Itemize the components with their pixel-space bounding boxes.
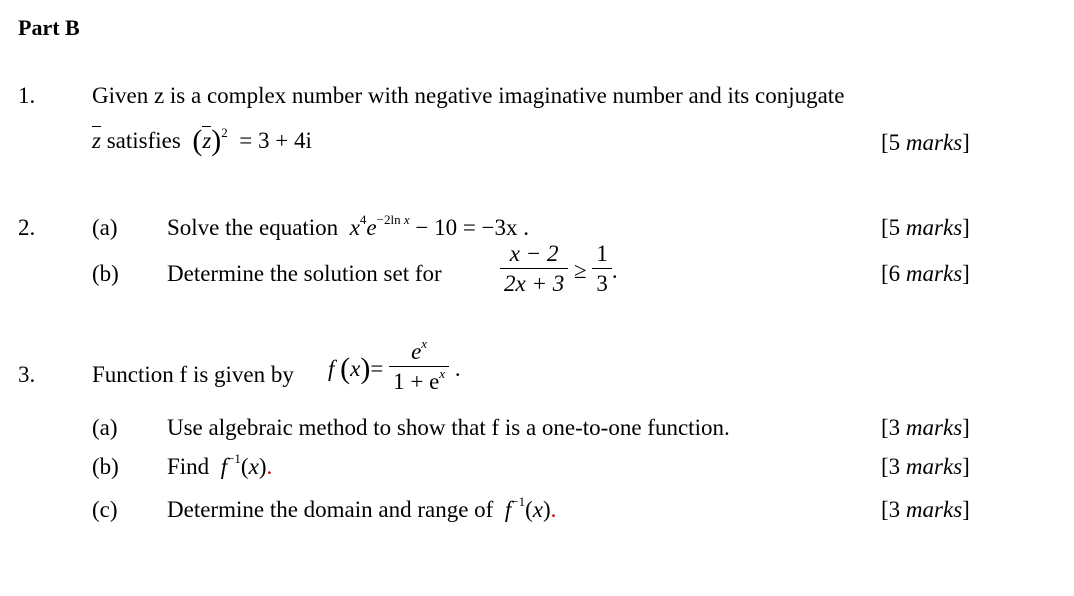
question-3a-text: Use algebraic method to show that f is a one-to-one function. (167, 415, 730, 440)
question-3b-text: Find $f^{-1}(x)$. (167, 451, 273, 479)
question-2b-inequality: $\frac{x - 2}{2x + 3}$ ≥ $\frac{1}{3}$ . (500, 246, 618, 299)
rhs-denominator: 3 (592, 268, 612, 295)
fraction-numerator: x − 2 (509, 241, 559, 266)
z-conjugate: z (92, 128, 101, 153)
question-3c-marks: [3 marks] (881, 497, 970, 522)
question-3c-label: (c) (92, 497, 118, 522)
exp-denominator: 1 + e (393, 369, 440, 394)
satisfies-word: satisfies (106, 128, 181, 153)
question-2-number: 2. (18, 215, 36, 240)
question-2a-prompt: Solve the equation (167, 215, 339, 240)
question-2b-prompt: Determine the solution set for (167, 261, 442, 286)
question-1-number: 1. (18, 83, 36, 108)
question-1-equation: z satisfies $(z)^2 = 3 + 4i$ (92, 124, 312, 157)
fraction-denominator: 2x + 3 (500, 268, 568, 295)
question-3-intro: Function f is given by (92, 362, 294, 387)
question-3c-prompt: Determine the domain and range of (167, 497, 494, 522)
question-1-text: Given z is a complex number with negative imaginative number and its conjugate (92, 83, 845, 108)
question-1-marks: [5 marks] (881, 130, 970, 155)
question-3b-prompt: Find (167, 454, 210, 479)
question-2a-label: (a) (92, 215, 118, 240)
question-2b-marks: [6 marks] (881, 261, 970, 286)
question-3b-marks: [3 marks] (881, 454, 970, 479)
question-2a-expr: − 10 = −3x . (409, 215, 530, 240)
question-3a-label: (a) (92, 415, 118, 440)
question-3a-marks: [3 marks] (881, 415, 970, 440)
question-3-number: 3. (18, 362, 36, 387)
question-2b-label: (b) (92, 261, 119, 286)
question-2a-marks: [5 marks] (881, 215, 970, 240)
equation-rhs: = 3 + 4i (239, 128, 312, 153)
question-3c-text: Determine the domain and range of $f^{-1}(x)$. (167, 494, 557, 522)
exp-numerator: e (411, 339, 422, 364)
question-2a-text: Solve the equation $x^4e^{-2ln x} - 10 = -3x$ . (167, 212, 530, 240)
function-definition: f (x)= $\frac{e^x}{1 + e^x}$ . (328, 336, 461, 394)
inequality-sign: ≥ (573, 257, 587, 283)
question-3b-label: (b) (92, 454, 119, 479)
z-conjugate-in-parens: z (202, 128, 212, 153)
section-heading: Part B (18, 15, 80, 40)
rhs-numerator: 1 (596, 241, 608, 266)
